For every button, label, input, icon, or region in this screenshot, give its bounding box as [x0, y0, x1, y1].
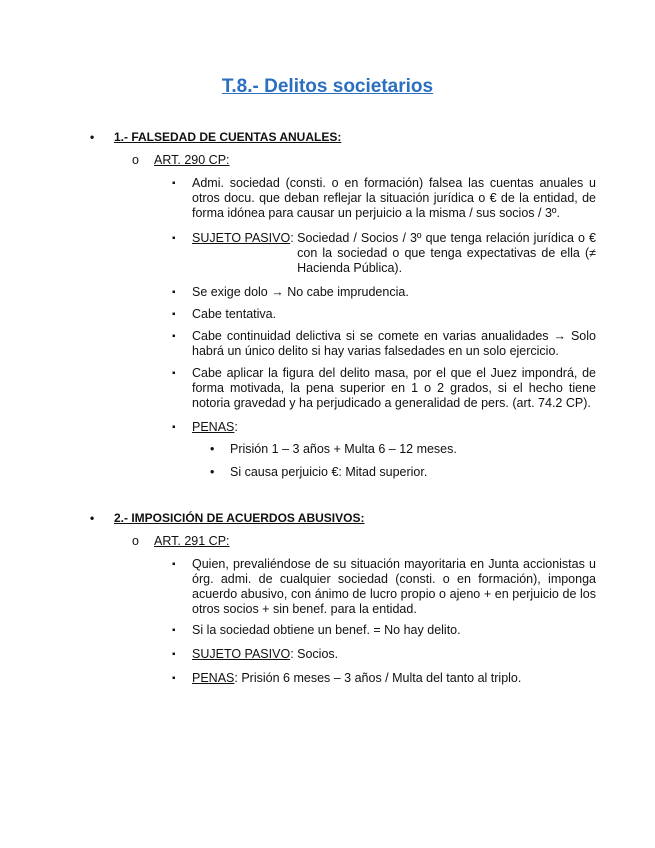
sujeto-pasivo-label: SUJETO PASIVO	[192, 231, 291, 245]
square-bullet-icon: ▪	[172, 368, 176, 379]
square-bullet-icon: ▪	[172, 625, 176, 636]
list-item-penas: ▪ PENAS: Prisión 6 meses – 3 años / Multa del tanto al triplo.	[172, 671, 522, 685]
sujeto-pasivo-label: SUJETO PASIVO	[192, 647, 291, 661]
list-item-sujeto-pasivo: ▪ SUJETO PASIVO: Socios.	[172, 647, 339, 661]
square-bullet-icon: ▪	[172, 178, 176, 189]
square-bullet-icon: ▪	[172, 309, 176, 320]
list-item: ▪ Si la sociedad obtiene un benef. = No hay delito.	[172, 623, 461, 637]
square-bullet-icon: ▪	[172, 331, 176, 342]
square-bullet-icon: ▪	[172, 559, 176, 570]
list-item-sujeto-pasivo: ▪ SUJETO PASIVO: Sociedad / Socios / 3º que tenga relación jurídica o € con la sociedad o que tenga expectativas de ella (≠ Hacienda Pública).	[172, 231, 596, 275]
square-bullet-icon: ▪	[172, 422, 176, 433]
article-label: ART. 291 CP	[154, 534, 227, 548]
penas-label: PENAS	[192, 420, 235, 434]
circle-bullet-icon: o	[132, 534, 139, 548]
article-label: ART. 290 CP	[154, 153, 227, 167]
list-item: ▪ Quien, prevaliéndose de su situación mayoritaria en Junta accionistas u órg. admi. de cualquier sociedad (consti. o en formación), imponga acuerdo abusivo, con ánimo de lucro propio o ajeno + en perjuicio de los otros socios + sin benef. para la entidad.	[172, 557, 596, 616]
list-item: ▪ Cabe aplicar la figura del delito masa, por el que el Juez impondrá, de forma motivada, la pena superior en 1 o 2 grados, si el hecho tiene notoria gravedad y ha perjudicado a generalidad de pers. (art. 74.2 CP).	[172, 366, 596, 410]
bullet-icon: •	[210, 465, 215, 479]
sujeto-pasivo-value: Socios.	[297, 647, 339, 661]
list-item: ▪ Cabe continuidad delictiva si se comete en varias anualidades → Solo habrá un único delito si hay varias falsedades en un solo ejercicio.	[172, 329, 596, 358]
list-item: ▪ Admi. sociedad (consti. o en formación) falsea las cuentas anuales u otros docu. que deban reflejar la situación jurídica o € de la entidad, de forma idónea para causar un perjuicio a la misma / sus socios / 3º.	[172, 176, 596, 220]
square-bullet-icon: ▪	[172, 287, 176, 298]
square-bullet-icon: ▪	[172, 649, 176, 660]
bullet-icon: •	[90, 130, 95, 144]
penas-item: • Prisión 1 – 3 años + Multa 6 – 12 meses.	[210, 442, 457, 456]
bullet-icon: •	[210, 442, 215, 456]
square-bullet-icon: ▪	[172, 233, 176, 244]
list-item: ▪ Cabe tentativa.	[172, 307, 277, 321]
bullet-icon: •	[90, 511, 95, 525]
circle-bullet-icon: o	[132, 153, 139, 167]
penas-item: • Si causa perjuicio €: Mitad superior.	[210, 465, 428, 479]
sujeto-pasivo-value: Sociedad / Socios / 3º que tenga relación jurídica o € con la sociedad o que tenga expectativas de ella (≠ Hacienda Pública).	[297, 231, 596, 275]
list-item: ▪ Se exige dolo → No cabe imprudencia.	[172, 285, 409, 299]
page-title: T.8.- Delitos societarios	[221, 76, 434, 97]
list-item-penas: ▪ PENAS:	[172, 420, 238, 434]
penas-label: PENAS	[192, 671, 235, 685]
penas-value: Prisión 6 meses – 3 años / Multa del tanto al triplo.	[241, 671, 522, 685]
square-bullet-icon: ▪	[172, 673, 176, 684]
